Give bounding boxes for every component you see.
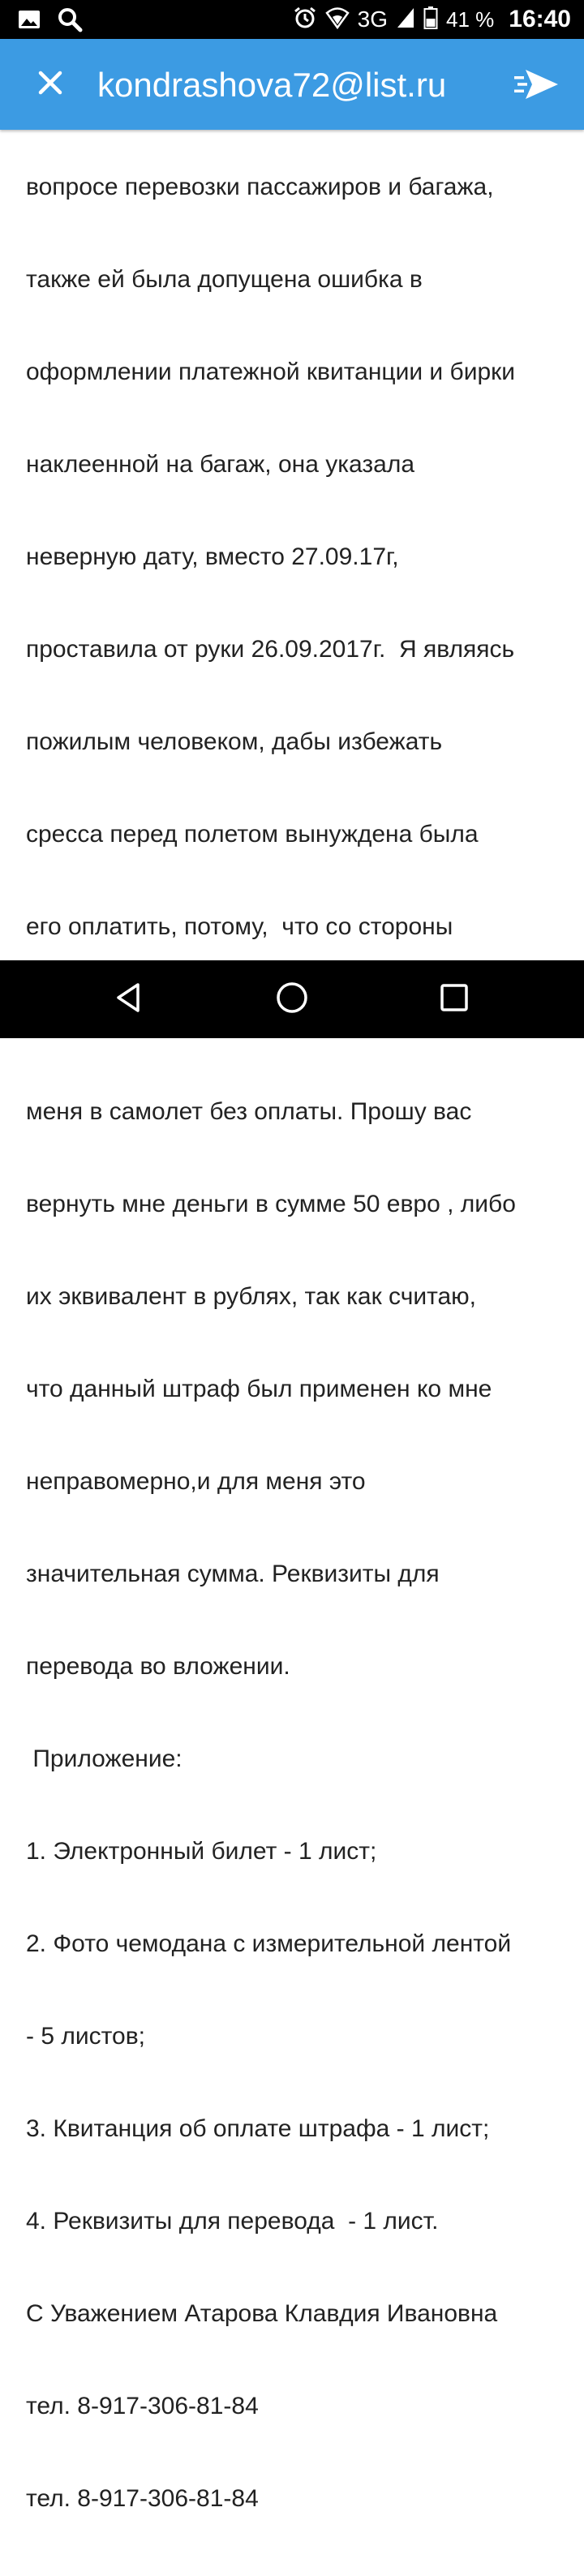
message-body[interactable] [0,130,584,2512]
back-icon [114,981,146,1018]
send-button[interactable] [513,63,561,109]
message-line: его оплатить, потому, что со стороны [26,913,453,940]
message-line: вернуть мне деньги в сумме 50 евро , либо [26,1191,516,1217]
message-line: - 5 листов; [26,2023,145,2050]
message-line: 4. Реквизиты для перевода - 1 лист. [26,2208,439,2235]
navigation-bar [0,960,584,1038]
recents-icon [440,983,469,1016]
message-line: проставила от руки 26.09.2017г. Я являясь [26,636,515,663]
alarm-icon [293,6,317,34]
home-icon [275,981,309,1019]
message-text[interactable] [26,110,571,2576]
back-button[interactable] [105,975,154,1024]
message-line: вопросе перевозки пассажиров и багажа, [26,174,494,200]
wifi-icon [325,6,350,34]
message-line: 2. Фото чемодана с измерительной лентой [26,1930,512,1957]
message-line: наклеенной на багаж, она указала [26,451,415,478]
message-line: тел. 8-917-306-81-84 [26,2485,259,2512]
network-type: 3G [357,6,388,32]
recipient-address: kondrashova72@list.ru [97,66,447,104]
message-line: их эквивалент в рублях, так как считаю, [26,1283,476,1310]
message-line: значительная сумма. Реквизиты для [26,1561,440,1587]
message-line: 3. Квитанция об оплате штрафа - 1 лист; [26,2115,490,2142]
message-line: перевода во вложении. [26,1653,290,1680]
search-icon [57,6,83,36]
image-icon [18,8,41,35]
clock: 16:40 [509,6,571,32]
recents-button[interactable] [430,975,479,1024]
message-line: 1. Электронный билет - 1 лист; [26,1838,377,1865]
compose-header [0,39,584,130]
message-line: пожилым человеком, дабы избежать [26,728,443,755]
message-line: меня в самолет без оплаты. Прошу вас [26,1098,472,1125]
battery-icon [423,6,438,34]
home-button[interactable] [268,975,316,1024]
send-icon [514,67,560,106]
signal-icon [396,6,415,33]
message-line: сресса перед полетом вынуждена была [26,821,479,848]
message-line: тел. 8-917-306-81-84 [26,2393,259,2419]
battery-percent: 41 % [446,6,495,32]
status-bar-right [293,0,571,39]
close-icon [37,70,63,100]
status-bar-left [18,6,83,36]
message-line: Приложение: [26,1745,182,1772]
message-line: что данный штраф был применен ко мне [26,1376,492,1402]
message-line: неправомерно,и для меня это [26,1468,366,1495]
message-line: С Уважением Атарова Клавдия Ивановна [26,2300,498,2327]
status-bar [0,0,584,39]
message-line: неверную дату, вместо 27.09.17г, [26,543,399,570]
close-button[interactable] [28,62,73,107]
message-line: также ей была допущена ошибка в [26,266,423,293]
message-line: оформлении платежной квитанции и бирки [26,358,516,385]
